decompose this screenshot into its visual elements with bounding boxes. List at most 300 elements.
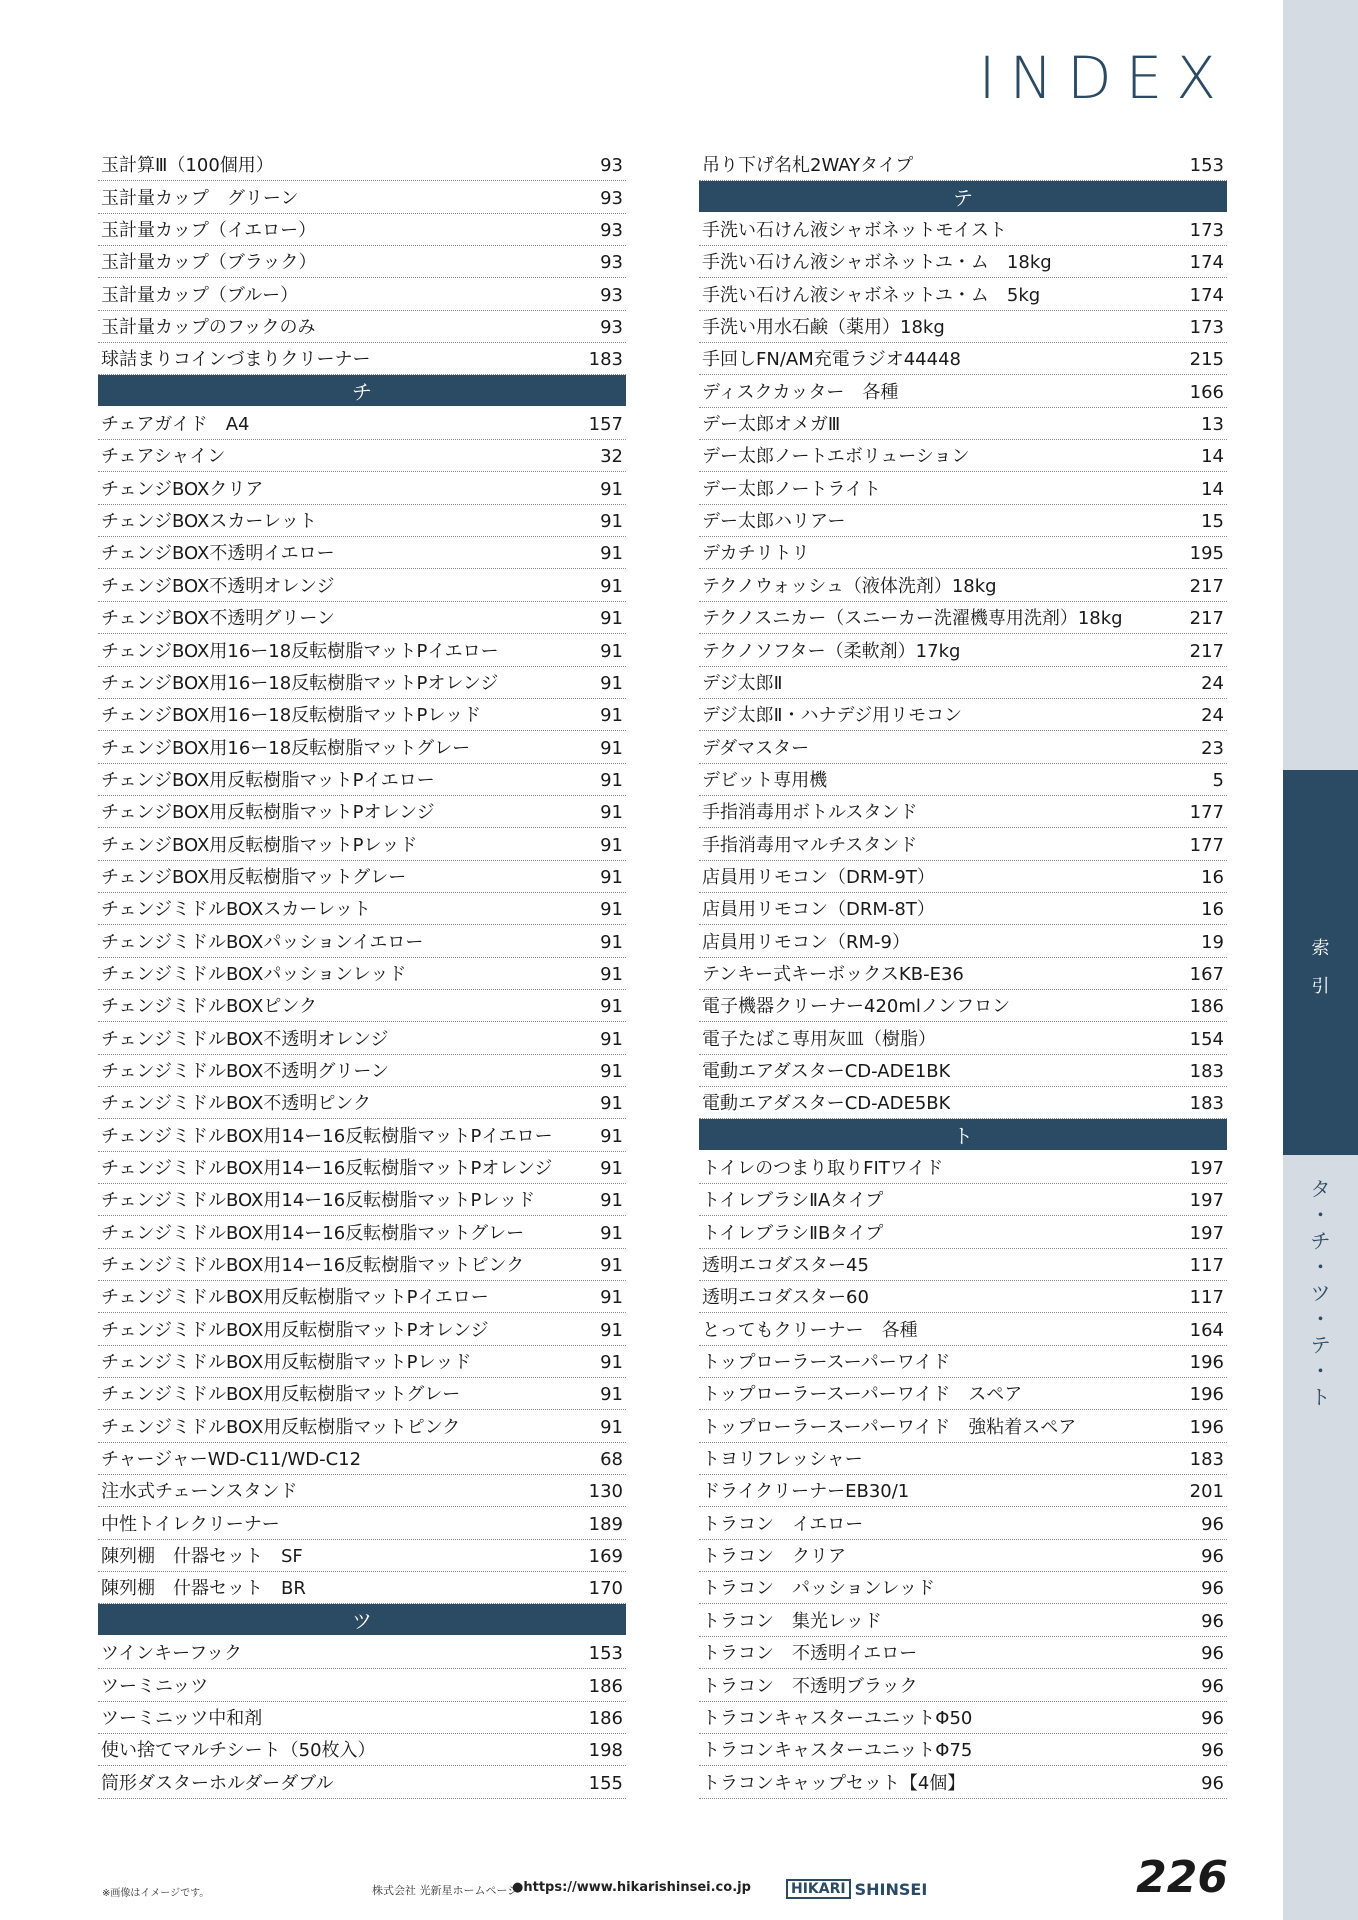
section-header: テ [699, 181, 1227, 213]
entry-name: トラコン パッションレッド [702, 1578, 936, 1600]
index-entry[interactable] [699, 343, 1227, 375]
index-entry[interactable] [699, 1637, 1227, 1669]
entry-name: 玉計算Ⅲ（100個用） [101, 155, 274, 177]
entry-name: 電動エアダスターCD-ADE5BK [702, 1093, 951, 1115]
entry-page: 186 [588, 1675, 623, 1697]
entry-page: 198 [588, 1740, 623, 1762]
index-entry[interactable] [98, 472, 626, 504]
entry-page: 91 [600, 866, 623, 888]
index-entry[interactable] [699, 1216, 1227, 1248]
entry-name: チェンジBOX不透明オレンジ [101, 575, 335, 597]
entry-page: 183 [1189, 1449, 1224, 1471]
index-entry[interactable] [699, 1378, 1227, 1410]
index-entry[interactable] [98, 408, 626, 440]
index-entry[interactable] [699, 278, 1227, 310]
entry-page: 96 [1201, 1772, 1224, 1794]
index-entry[interactable] [98, 764, 626, 796]
entry-name: テクノスニカー（スニーカー洗濯機専用洗剤）18kg [702, 608, 1123, 630]
kana-char: タ [1310, 1177, 1331, 1201]
entry-name: チェンジミドルBOX用反転樹脂マットPレッド [101, 1352, 472, 1374]
index-entry[interactable] [699, 1702, 1227, 1734]
entry-page: 174 [1189, 252, 1224, 274]
entry-page: 14 [1201, 446, 1224, 468]
entry-page: 189 [588, 1513, 623, 1535]
index-entry[interactable] [98, 1410, 626, 1442]
entry-name: トイレのつまり取りFITワイド [702, 1158, 944, 1179]
entry-page: 96 [1201, 1675, 1224, 1697]
entry-page: 197 [1189, 1158, 1224, 1179]
entry-name: ツーミニッツ [101, 1675, 209, 1697]
kana-char: ツ [1310, 1281, 1331, 1305]
index-entry[interactable] [98, 1766, 626, 1798]
index-entry[interactable] [98, 1669, 626, 1701]
entry-name: 手洗い石けん液シャボネットユ・ム 18kg [702, 252, 1052, 274]
entry-page: 96 [1201, 1610, 1224, 1632]
kana-char: ・ [1310, 1307, 1331, 1331]
index-entry[interactable] [699, 925, 1227, 957]
entry-page: 91 [600, 575, 623, 597]
entry-name: チェンジBOX用16ー18反転樹脂マットグレー [101, 737, 471, 759]
entry-name: 玉計量カップ グリーン [101, 187, 299, 209]
entry-name: トラコン 集光レッド [702, 1610, 882, 1632]
index-entry[interactable] [699, 1410, 1227, 1442]
entry-name: チェンジBOXスカーレット [101, 511, 317, 533]
entry-page: 91 [600, 1222, 623, 1244]
section-header: ト [699, 1119, 1227, 1151]
entry-name: 電子機器クリーナー420mlノンフロン [702, 996, 1011, 1018]
index-entry[interactable] [98, 1152, 626, 1184]
entry-page: 91 [600, 1319, 623, 1341]
entry-page: 153 [1189, 155, 1224, 177]
entry-page: 177 [1189, 834, 1224, 856]
entry-page: 197 [1189, 1190, 1224, 1212]
entry-name: デー太郎ハリアー [702, 511, 846, 533]
index-entry[interactable] [98, 731, 626, 763]
entry-name: 電動エアダスターCD-ADE1BK [702, 1060, 951, 1082]
entry-page: 19 [1201, 931, 1224, 953]
entry-name: テンキー式キーボックスKB-E36 [702, 963, 964, 985]
entry-page: 196 [1189, 1352, 1224, 1374]
company-label: 株式会社 光新星ホームページ [372, 1884, 519, 1897]
index-entry[interactable] [98, 1249, 626, 1281]
page-number: 226 [1136, 1852, 1228, 1903]
entry-name: トラコン イエロー [702, 1513, 864, 1535]
entry-page: 91 [600, 1028, 623, 1050]
entry-page: 215 [1189, 349, 1224, 371]
entry-name: チェンジミドルBOX用14ー16反転樹脂マットPオレンジ [101, 1158, 553, 1179]
index-entry[interactable] [699, 893, 1227, 925]
entry-name: チェアシャイン [101, 446, 226, 468]
tab-char-2: 引 [1311, 976, 1330, 997]
index-entry[interactable] [699, 764, 1227, 796]
entry-name: トップローラースーパーワイド スペア [702, 1384, 1023, 1406]
index-entry[interactable] [98, 699, 626, 731]
index-entry[interactable] [699, 699, 1227, 731]
entry-name: チェンジミドルBOX不透明ピンク [101, 1093, 372, 1115]
index-entry[interactable] [98, 602, 626, 634]
index-entry[interactable] [98, 278, 626, 310]
entry-page: 16 [1201, 866, 1224, 888]
entry-name: デダマスター [702, 737, 810, 759]
entry-page: 155 [588, 1772, 623, 1794]
entry-page: 23 [1201, 737, 1224, 759]
entry-name: 透明エコダスター45 [702, 1255, 869, 1277]
index-entry[interactable] [98, 149, 626, 181]
index-entry[interactable] [699, 1184, 1227, 1216]
index-entry[interactable] [98, 990, 626, 1022]
image-note: ※画像はイメージです。 [102, 1888, 210, 1899]
entry-name: チェンジミドルBOX用14ー16反転樹脂マットPイエロー [101, 1125, 553, 1147]
index-entry[interactable] [699, 537, 1227, 569]
entry-page: 201 [1189, 1481, 1224, 1503]
entry-page: 183 [1189, 1060, 1224, 1082]
entry-page: 91 [600, 1416, 623, 1438]
entry-name: 玉計量カップ（ブルー） [101, 284, 299, 306]
index-entry[interactable] [98, 796, 626, 828]
entry-name: トラコン 不透明イエロー [702, 1643, 918, 1665]
entry-page: 196 [1189, 1384, 1224, 1406]
entry-page: 96 [1201, 1740, 1224, 1762]
entry-page: 117 [1189, 1255, 1224, 1277]
entry-name: チェンジBOX用16ー18反転樹脂マットPイエロー [101, 640, 499, 662]
entry-page: 195 [1189, 543, 1224, 565]
section-header: ツ [98, 1604, 626, 1636]
entry-page: 130 [588, 1481, 623, 1503]
entry-name: デビット専用機 [702, 769, 828, 791]
index-entry[interactable] [699, 602, 1227, 634]
entry-name: チャージャーWD-C11/WD-C12 [101, 1449, 362, 1471]
index-entry[interactable] [699, 1604, 1227, 1636]
index-entry[interactable] [98, 1087, 626, 1119]
index-entry[interactable] [699, 796, 1227, 828]
entry-name: デジ太郎Ⅱ・ハナデジ用リモコン [702, 705, 963, 727]
page-title: INDEX [978, 44, 1230, 112]
entry-name: 店員用リモコン（DRM-9T） [702, 866, 935, 888]
entry-name: トヨリフレッシャー [702, 1449, 863, 1471]
entry-name: デジ太郎Ⅱ [702, 672, 783, 694]
index-entry[interactable] [98, 214, 626, 246]
entry-name: 玉計量カップのフックのみ [101, 317, 316, 339]
index-entry[interactable] [699, 1540, 1227, 1572]
entry-name: トイレブラシⅡAタイプ [702, 1190, 884, 1212]
entry-name: トラコン クリア [702, 1546, 846, 1568]
index-entry[interactable] [98, 246, 626, 278]
index-entry[interactable] [98, 1702, 626, 1734]
entry-page: 173 [1189, 220, 1224, 242]
entry-page: 24 [1201, 672, 1224, 694]
kana-char: ・ [1310, 1203, 1331, 1227]
index-entry[interactable] [699, 1443, 1227, 1475]
index-entry[interactable] [98, 893, 626, 925]
index-entry[interactable] [699, 990, 1227, 1022]
entry-name: トラコンキャップセット【4個】 [702, 1772, 966, 1794]
entry-name: とってもクリーナー 各種 [702, 1319, 918, 1341]
index-entry[interactable] [699, 1249, 1227, 1281]
entry-name: チェンジミドルBOX用反転樹脂マットピンク [101, 1416, 461, 1438]
sidebar-index-tab[interactable] [1283, 770, 1358, 1155]
entry-page: 117 [1189, 1287, 1224, 1309]
entry-name: 使い捨てマルチシート（50枚入） [101, 1740, 376, 1762]
entry-page: 91 [600, 802, 623, 824]
index-entry[interactable] [98, 1313, 626, 1345]
logo-shinsei: SHINSEI [854, 1879, 928, 1899]
entry-page: 170 [588, 1578, 623, 1600]
entry-name: トイレブラシⅡBタイプ [702, 1222, 884, 1244]
entry-page: 91 [600, 1384, 623, 1406]
entry-page: 169 [588, 1546, 623, 1568]
entry-name: ドライクリーナーEB30/1 [702, 1481, 910, 1503]
entry-name: 陳列棚 什器セット SF [101, 1546, 303, 1568]
index-entry[interactable] [98, 1507, 626, 1539]
entry-page: 91 [600, 511, 623, 533]
index-entry[interactable] [699, 1055, 1227, 1087]
index-entry[interactable] [699, 1507, 1227, 1539]
entry-page: 91 [600, 1158, 623, 1179]
entry-page: 91 [600, 1093, 623, 1115]
entry-page: 13 [1201, 414, 1224, 436]
index-entry[interactable] [699, 1766, 1227, 1798]
index-entry[interactable] [699, 731, 1227, 763]
entry-name: トップローラースーパーワイド 強粘着スペア [702, 1416, 1077, 1438]
index-entry[interactable] [98, 569, 626, 601]
entry-name: 注水式チェーンスタンド [101, 1481, 298, 1503]
entry-page: 91 [600, 1287, 623, 1309]
entry-page: 183 [588, 349, 623, 371]
entry-name: チェンジミドルBOX不透明オレンジ [101, 1028, 389, 1050]
index-entry[interactable] [699, 1022, 1227, 1054]
index-entry[interactable] [98, 1022, 626, 1054]
kana-char: チ [1310, 1229, 1331, 1253]
index-entry[interactable] [699, 828, 1227, 860]
entry-page: 217 [1189, 640, 1224, 662]
entry-page: 93 [600, 317, 623, 339]
entry-name: トラコンキャスターユニットΦ75 [702, 1740, 973, 1762]
index-column-left [98, 149, 626, 1799]
entry-page: 24 [1201, 705, 1224, 727]
entry-name: チェンジBOXクリア [101, 478, 264, 500]
entry-page: 91 [600, 963, 623, 985]
entry-name: デカチリトリ [702, 543, 810, 565]
index-entry[interactable] [699, 440, 1227, 472]
entry-page: 93 [600, 284, 623, 306]
entry-name: チェンジミドルBOXパッションレッド [101, 963, 407, 985]
entry-page: 91 [600, 608, 623, 630]
tab-char-1: 索 [1311, 938, 1330, 959]
index-entry[interactable] [98, 440, 626, 472]
entry-name: チェンジBOX用反転樹脂マットPレッド [101, 834, 418, 856]
entry-page: 177 [1189, 802, 1224, 824]
entry-page: 5 [1212, 769, 1224, 791]
logo-hikari: HIKARI [786, 1879, 851, 1899]
entry-page: 154 [1189, 1028, 1224, 1050]
index-entry[interactable] [98, 667, 626, 699]
entry-name: トラコンキャスターユニットΦ50 [702, 1707, 973, 1729]
entry-name: チェンジミドルBOX用14ー16反転樹脂マットピンク [101, 1255, 525, 1277]
entry-page: 164 [1189, 1319, 1224, 1341]
entry-page: 91 [600, 672, 623, 694]
index-entry[interactable] [699, 1346, 1227, 1378]
entry-page: 186 [588, 1707, 623, 1729]
index-entry[interactable] [699, 1572, 1227, 1604]
index-entry[interactable] [699, 375, 1227, 407]
entry-page: 166 [1189, 381, 1224, 403]
index-column-right [699, 149, 1227, 1799]
entry-page: 91 [600, 899, 623, 921]
index-entry[interactable] [98, 1346, 626, 1378]
sidebar-kana-range [1283, 1176, 1358, 1410]
index-entry[interactable] [98, 537, 626, 569]
index-entry[interactable] [699, 1313, 1227, 1345]
entry-name: 手洗い石けん液シャボネットユ・ム 5kg [702, 284, 1041, 306]
entry-page: 93 [600, 252, 623, 274]
entry-page: 96 [1201, 1578, 1224, 1600]
entry-page: 91 [600, 1255, 623, 1277]
index-entry[interactable] [98, 1184, 626, 1216]
entry-name: ツインキーフック [101, 1643, 242, 1665]
entry-page: 14 [1201, 478, 1224, 500]
index-entry[interactable] [699, 1152, 1227, 1184]
entry-page: 93 [600, 220, 623, 242]
kana-char: ト [1310, 1385, 1331, 1409]
entry-name: チェンジミドルBOX用反転樹脂マットPイエロー [101, 1287, 489, 1309]
index-entry[interactable] [699, 958, 1227, 990]
entry-page: 93 [600, 155, 623, 177]
entry-name: 手回しFN/AM充電ラジオ44448 [702, 349, 961, 371]
entry-name: 吊り下げ名札2WAYタイプ [702, 155, 914, 177]
entry-page: 15 [1201, 511, 1224, 533]
kana-char: ・ [1310, 1359, 1331, 1383]
index-entry[interactable] [98, 634, 626, 666]
entry-page: 91 [600, 1352, 623, 1374]
entry-page: 96 [1201, 1546, 1224, 1568]
index-entry[interactable] [98, 311, 626, 343]
index-entry[interactable] [98, 505, 626, 537]
index-entry[interactable] [699, 861, 1227, 893]
index-entry[interactable] [699, 408, 1227, 440]
index-entry[interactable] [98, 1119, 626, 1151]
index-entry[interactable] [699, 214, 1227, 246]
index-entry[interactable] [699, 569, 1227, 601]
entry-name: トラコン 不透明ブラック [702, 1675, 918, 1697]
entry-name: ツーミニッツ中和剤 [101, 1707, 263, 1729]
entry-page: 91 [600, 640, 623, 662]
index-entry[interactable] [98, 1475, 626, 1507]
entry-page: 32 [600, 446, 623, 468]
entry-name: トップローラースーパーワイド [702, 1352, 951, 1374]
index-entry[interactable] [699, 246, 1227, 278]
entry-name: 玉計量カップ（ブラック） [101, 252, 317, 274]
index-entry[interactable] [98, 1540, 626, 1572]
brand-logo [786, 1878, 927, 1900]
entry-name: チェンジBOX用反転樹脂マットPオレンジ [101, 802, 435, 824]
entry-page: 16 [1201, 899, 1224, 921]
entry-page: 91 [600, 1125, 623, 1147]
entry-name: 手指消毒用マルチスタンド [702, 834, 918, 856]
entry-name: 手洗い石けん液シャボネットモイスト [702, 220, 1007, 242]
index-entry[interactable] [699, 634, 1227, 666]
entry-name: 透明エコダスター60 [702, 1287, 869, 1309]
index-entry[interactable] [699, 505, 1227, 537]
entry-page: 91 [600, 737, 623, 759]
entry-page: 183 [1189, 1093, 1224, 1115]
entry-name: テクノウォッシュ（液体洗剤）18kg [702, 575, 997, 597]
entry-page: 186 [1189, 996, 1224, 1018]
index-entry[interactable] [699, 1734, 1227, 1766]
index-entry[interactable] [98, 1443, 626, 1475]
index-entry[interactable] [98, 958, 626, 990]
entry-page: 91 [600, 478, 623, 500]
entry-name: チェンジBOX用16ー18反転樹脂マットPレッド [101, 705, 482, 727]
index-entry[interactable] [699, 149, 1227, 181]
entry-name: 陳列棚 什器セット BR [101, 1578, 306, 1600]
index-entry[interactable] [98, 181, 626, 213]
entry-page: 93 [600, 187, 623, 209]
index-entry[interactable] [699, 472, 1227, 504]
entry-page: 196 [1189, 1416, 1224, 1438]
entry-page: 91 [600, 1060, 623, 1082]
entry-name: チェンジミドルBOX用反転樹脂マットグレー [101, 1384, 461, 1406]
entry-page: 217 [1189, 575, 1224, 597]
entry-name: チェンジBOX用反転樹脂マットグレー [101, 866, 407, 888]
index-entry[interactable] [699, 1281, 1227, 1313]
index-entry[interactable] [699, 667, 1227, 699]
index-entry[interactable] [98, 343, 626, 375]
index-entry[interactable] [699, 1087, 1227, 1119]
entry-name: デー太郎ノートエボリューション [702, 446, 970, 468]
entry-name: チェンジBOX用反転樹脂マットPイエロー [101, 769, 435, 791]
entry-page: 167 [1189, 963, 1224, 985]
index-entry[interactable] [98, 1055, 626, 1087]
index-entry[interactable] [98, 1281, 626, 1313]
section-header: チ [98, 375, 626, 407]
index-entry[interactable] [98, 861, 626, 893]
website-link[interactable]: ●https://www.hikarishinsei.co.jp [512, 1880, 751, 1895]
index-entry[interactable] [98, 1216, 626, 1248]
entry-page: 96 [1201, 1513, 1224, 1535]
entry-page: 217 [1189, 608, 1224, 630]
entry-page: 153 [588, 1643, 623, 1665]
index-entry[interactable] [98, 828, 626, 860]
entry-name: テクノソフター（柔軟剤）17kg [702, 640, 961, 662]
index-entry[interactable] [699, 1475, 1227, 1507]
entry-name: チェンジミドルBOX用14ー16反転樹脂マットグレー [101, 1222, 525, 1244]
index-entry[interactable] [98, 1378, 626, 1410]
kana-char: ・ [1310, 1255, 1331, 1279]
entry-name: チェンジBOX不透明グリーン [101, 608, 336, 630]
entry-page: 173 [1189, 317, 1224, 339]
index-entry[interactable] [699, 1669, 1227, 1701]
index-entry[interactable] [98, 1572, 626, 1604]
entry-name: 中性トイレクリーナー [101, 1513, 280, 1535]
index-entry[interactable] [98, 1637, 626, 1669]
entry-page: 91 [600, 543, 623, 565]
entry-name: デー太郎オメガⅢ [702, 414, 841, 436]
entry-name: チェンジミドルBOXピンク [101, 996, 318, 1018]
entry-name: 手洗い用水石鹸（薬用）18kg [702, 317, 945, 339]
index-entry[interactable] [98, 925, 626, 957]
entry-name: チェンジミドルBOXスカーレット [101, 899, 371, 921]
entry-page: 91 [600, 705, 623, 727]
entry-name: 筒形ダスターホルダーダブル [101, 1772, 334, 1794]
entry-page: 91 [600, 1190, 623, 1212]
index-entry[interactable] [98, 1734, 626, 1766]
index-entry[interactable] [699, 311, 1227, 343]
entry-page: 91 [600, 769, 623, 791]
entry-name: チェンジミドルBOXパッションイエロー [101, 931, 424, 953]
entry-page: 96 [1201, 1643, 1224, 1665]
entry-name: チェンジミドルBOX用14ー16反転樹脂マットPレッド [101, 1190, 536, 1212]
entry-name: 店員用リモコン（RM-9） [702, 931, 910, 953]
